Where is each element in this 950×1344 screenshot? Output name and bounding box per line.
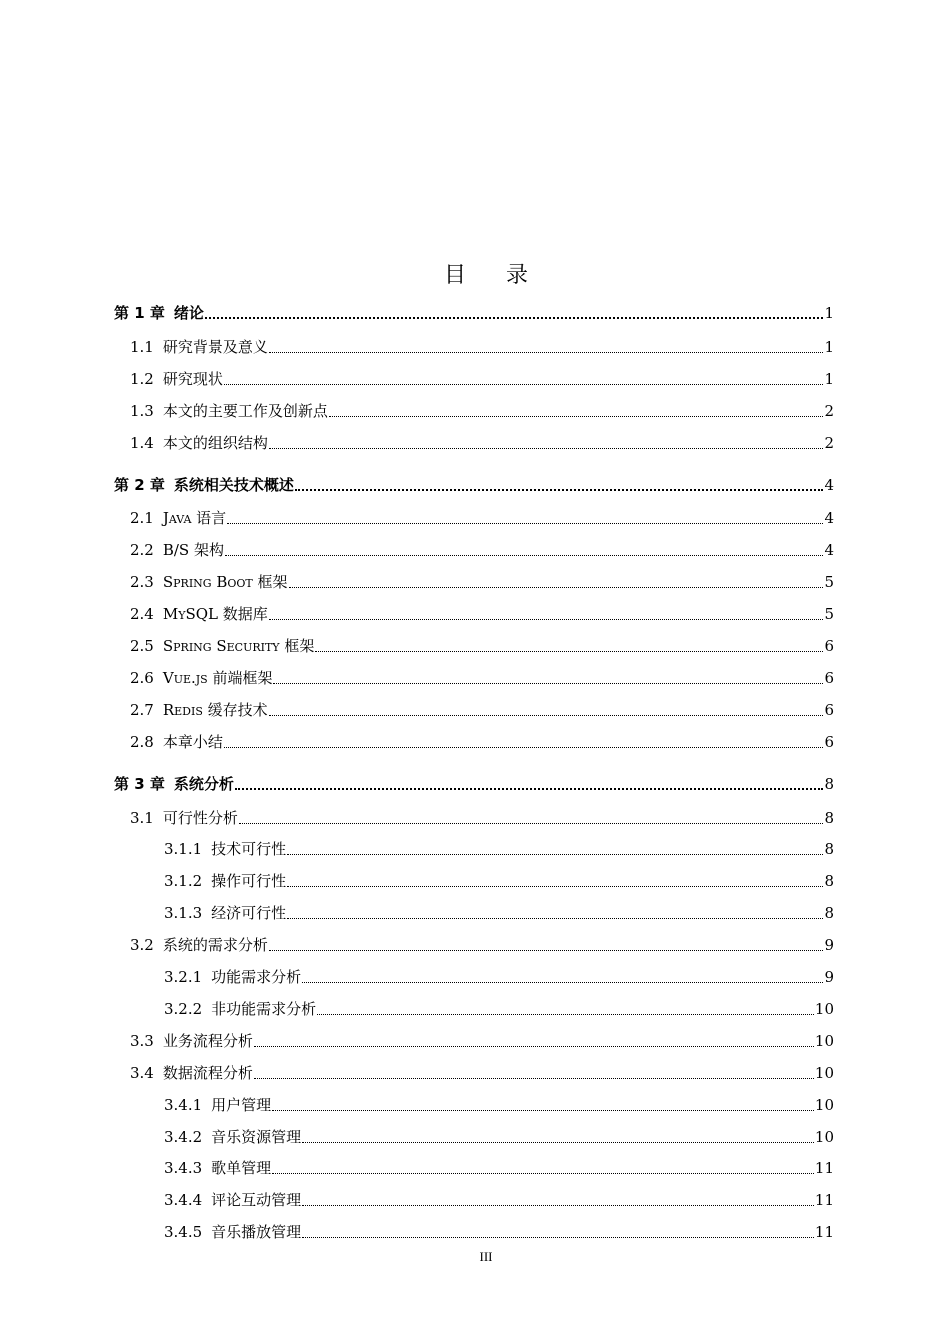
toc-entry-title: MySQL 数据库 xyxy=(162,605,268,624)
toc-entry-page: 4 xyxy=(824,509,834,528)
toc-section-entry[interactable] xyxy=(164,1126,834,1148)
toc-entry-title: 本文的组织结构 xyxy=(162,433,268,452)
toc-dot-leader xyxy=(224,368,824,390)
toc-section-entry[interactable] xyxy=(164,1094,834,1116)
toc-dot-leader xyxy=(224,731,824,753)
toc-entry-number: 第 1 章 xyxy=(114,304,165,322)
toc-entry-title: 功能需求分析 xyxy=(211,968,302,986)
toc-entry-page: 1 xyxy=(824,304,834,322)
toc-entry-page: 6 xyxy=(824,700,834,719)
toc-entry-number: 3.4.1 xyxy=(164,1095,203,1114)
toc-section-entry[interactable] xyxy=(164,998,834,1020)
toc-entry-title: 操作可行性 xyxy=(211,872,287,891)
toc-entry-title: 技术可行性 xyxy=(211,840,287,859)
toc-entry-title: Redis 缓存技术 xyxy=(162,700,268,719)
toc-entry-number: 1.4 xyxy=(130,433,154,452)
toc-entry-page: 8 xyxy=(824,840,834,859)
toc-dot-leader xyxy=(269,934,824,956)
toc-entry-page: 8 xyxy=(824,872,834,891)
toc-entry-title: Java 语言 xyxy=(162,509,227,528)
toc-section-entry[interactable] xyxy=(130,507,834,529)
toc-entry-page: 2 xyxy=(824,433,834,452)
toc-title xyxy=(0,258,950,289)
toc-dot-leader xyxy=(269,432,824,454)
toc-entry-number: 1.3 xyxy=(130,401,154,420)
toc-section-entry[interactable] xyxy=(130,1030,834,1052)
toc-entry-title: Spring Security 框架 xyxy=(162,637,315,655)
toc-chapter-entry[interactable] xyxy=(114,474,834,496)
toc-dot-leader xyxy=(315,635,823,657)
toc-entry-number: 3.4.4 xyxy=(164,1191,203,1210)
toc-dot-leader xyxy=(302,1221,814,1243)
toc-section-entry[interactable] xyxy=(130,603,834,625)
toc-dot-leader xyxy=(302,1126,814,1148)
toc-entry-title: Spring Boot 框架 xyxy=(162,573,288,592)
toc-dot-leader xyxy=(254,1030,814,1052)
toc-section-entry[interactable] xyxy=(164,966,834,988)
toc-entry-number: 2.3 xyxy=(130,573,154,592)
toc-entry-page: 11 xyxy=(814,1223,834,1242)
toc-entry-number: 第 2 章 xyxy=(114,475,165,494)
toc-entry-page: 5 xyxy=(824,573,834,592)
toc-dot-leader xyxy=(287,902,823,924)
toc-entry-number: 3.4.3 xyxy=(164,1159,203,1178)
toc-section-entry[interactable] xyxy=(130,368,834,390)
toc-section-entry[interactable] xyxy=(164,1189,834,1211)
toc-dot-leader xyxy=(287,870,823,892)
toc-dot-leader xyxy=(329,400,824,422)
toc-entry-number: 2.1 xyxy=(130,509,154,528)
toc-entry-title: 系统的需求分析 xyxy=(162,936,268,955)
toc-title-char-1: 目 xyxy=(443,263,466,288)
toc-entry-page: 8 xyxy=(824,904,834,923)
toc-entry-title: 绪论 xyxy=(173,304,204,322)
toc-entry-number: 1.2 xyxy=(130,369,154,388)
toc-entry-page: 6 xyxy=(824,732,834,751)
toc-entry-number: 3.4.5 xyxy=(164,1223,203,1242)
toc-entry-number: 1.1 xyxy=(130,337,154,356)
toc-section-entry[interactable] xyxy=(130,336,834,358)
toc-entry-title: 数据流程分析 xyxy=(162,1063,253,1082)
toc-dot-leader xyxy=(235,773,824,795)
toc-dot-leader xyxy=(227,507,823,529)
toc-entry-page: 9 xyxy=(824,936,834,955)
toc-section-entry[interactable] xyxy=(130,1062,834,1084)
toc-entry-title: 研究背景及意义 xyxy=(162,337,268,356)
toc-dot-leader xyxy=(269,699,824,721)
toc-entry-title: 评论互动管理 xyxy=(211,1191,302,1210)
toc-dot-leader xyxy=(302,966,823,988)
toc-entry-page: 4 xyxy=(824,475,834,494)
toc-entry-number: 3.2.2 xyxy=(164,999,203,1018)
toc-entry-title: 本文的主要工作及创新点 xyxy=(162,401,328,420)
toc-entry-number: 3.4 xyxy=(130,1063,154,1082)
toc-section-entry[interactable] xyxy=(164,1157,834,1179)
toc-entry-number: 3.3 xyxy=(130,1031,154,1050)
toc-entry-number: 3.1.2 xyxy=(164,872,203,891)
toc-section-entry[interactable] xyxy=(130,400,834,422)
toc-entry-title: 歌单管理 xyxy=(211,1159,272,1178)
toc-entry-page: 8 xyxy=(824,808,834,827)
toc-entry-page: 10 xyxy=(814,1095,834,1114)
page-number: III xyxy=(479,1249,493,1264)
toc-entry-number: 2.2 xyxy=(130,541,154,560)
toc-entry-title: 经济可行性 xyxy=(211,904,287,923)
toc-dot-leader xyxy=(273,667,823,689)
toc-entry-title: 音乐播放管理 xyxy=(211,1223,302,1242)
toc-entry-page: 11 xyxy=(814,1159,834,1178)
toc-dot-leader xyxy=(289,571,824,593)
toc-entry-number: 3.2.1 xyxy=(164,968,203,986)
toc-dot-leader xyxy=(269,603,824,625)
toc-entry-number: 第 3 章 xyxy=(114,774,165,793)
toc-entry-number: 3.1.1 xyxy=(164,840,203,859)
toc-entry-title: 本章小结 xyxy=(162,732,223,751)
toc-section-entry[interactable] xyxy=(164,902,834,924)
toc-entry-title: 可行性分析 xyxy=(162,808,238,827)
toc-section-entry[interactable] xyxy=(130,731,834,753)
toc-chapter-entry[interactable] xyxy=(114,302,834,324)
toc-entry-number: 2.8 xyxy=(130,732,154,751)
toc-section-entry[interactable] xyxy=(130,571,834,593)
toc-entry-number: 3.2 xyxy=(130,936,154,955)
toc-dot-leader xyxy=(225,539,823,561)
toc-entry-title: 用户管理 xyxy=(211,1095,272,1114)
toc-entry-page: 10 xyxy=(814,1031,834,1050)
toc-entry-page: 5 xyxy=(824,605,834,624)
toc-dot-leader xyxy=(295,474,824,496)
toc-section-entry[interactable] xyxy=(130,539,834,561)
toc-section-entry[interactable] xyxy=(164,1221,834,1243)
toc-dot-leader xyxy=(272,1157,814,1179)
toc-dot-leader xyxy=(287,838,823,860)
toc-entry-page: 9 xyxy=(824,968,834,986)
toc-chapter-entry[interactable] xyxy=(114,773,834,795)
toc-entry-page: 10 xyxy=(814,1063,834,1082)
toc-entry-number: 2.7 xyxy=(130,700,154,719)
toc-entry-title: Vue.js 前端框架 xyxy=(162,668,273,687)
toc-entry-number: 3.1.3 xyxy=(164,904,203,923)
toc-section-entry[interactable] xyxy=(130,432,834,454)
toc-entry-number: 2.6 xyxy=(130,668,154,687)
toc-entry-page: 11 xyxy=(814,1191,834,1210)
toc-entry-number: 2.5 xyxy=(130,637,154,655)
toc-entry-number: 3.4.2 xyxy=(164,1127,203,1146)
toc-dot-leader xyxy=(302,1189,814,1211)
toc-dot-leader xyxy=(317,998,814,1020)
toc-entry-number: 2.4 xyxy=(130,605,154,624)
toc-entry-page: 10 xyxy=(814,1127,834,1146)
toc-entry-title: 系统相关技术概述 xyxy=(173,475,294,494)
toc-dot-leader xyxy=(272,1094,814,1116)
toc-entry-page: 8 xyxy=(824,774,834,793)
toc-entry-page: 4 xyxy=(824,541,834,560)
toc-entry-title: 研究现状 xyxy=(162,369,223,388)
toc-section-entry[interactable] xyxy=(130,635,834,657)
toc-title-char-2: 录 xyxy=(506,263,529,288)
toc-dot-leader xyxy=(269,336,824,358)
toc-section-entry[interactable] xyxy=(130,667,834,689)
toc-entry-number: 3.1 xyxy=(130,808,154,827)
toc-entry-page: 10 xyxy=(814,999,834,1018)
toc-entry-title: 系统分析 xyxy=(173,774,234,793)
toc-dot-leader xyxy=(205,302,824,324)
toc-section-entry[interactable] xyxy=(130,934,834,956)
toc-section-entry[interactable] xyxy=(164,870,834,892)
toc-dot-leader xyxy=(254,1062,814,1084)
toc-section-entry[interactable] xyxy=(130,699,834,721)
toc-entry-page: 1 xyxy=(824,369,834,388)
toc-entry-title: 非功能需求分析 xyxy=(211,999,317,1018)
toc-section-entry[interactable] xyxy=(130,807,834,829)
toc-entry-page: 1 xyxy=(824,337,834,356)
toc-dot-leader xyxy=(239,807,824,829)
toc-entry-title: 业务流程分析 xyxy=(162,1031,253,1050)
toc-entry-page: 6 xyxy=(824,668,834,687)
toc-entry-title: B/S 架构 xyxy=(162,541,224,560)
toc-entry-page: 6 xyxy=(824,637,834,655)
toc-entry-title: 音乐资源管理 xyxy=(211,1127,302,1146)
toc-entry-page: 2 xyxy=(824,401,834,420)
toc-section-entry[interactable] xyxy=(164,838,834,860)
